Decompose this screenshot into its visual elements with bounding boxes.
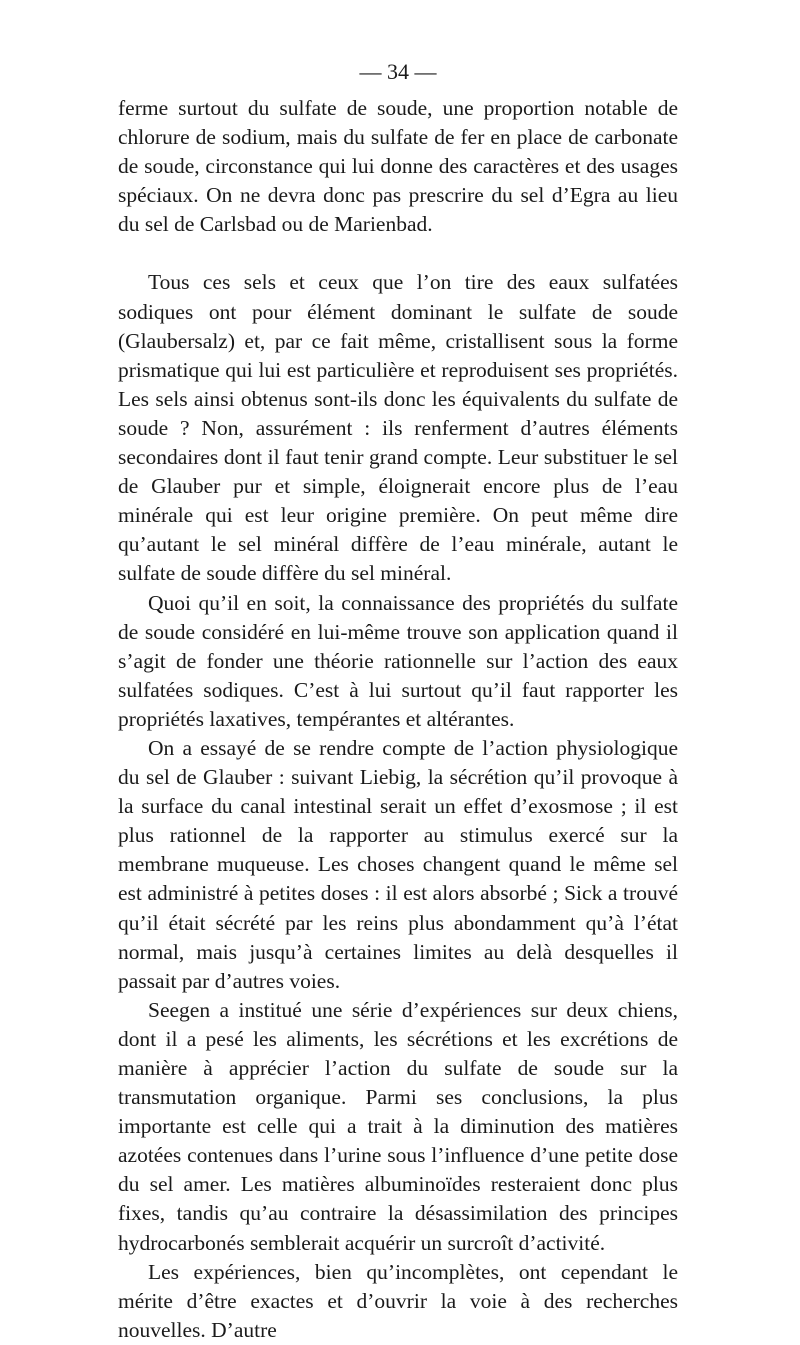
book-page xyxy=(118,58,678,1345)
paragraph-continuation: ferme surtout du sulfate de soude, une proportion notable de chlorure de sodium, mais du sulfate de fer en place de carbonate de soude, circonstance qui lui donne des caractères et des usages spéciaux. On ne devra donc pas prescrire du sel d’Egra au lieu du sel de Carlsbad ou de Marienbad. xyxy=(118,96,678,237)
paragraph-action-physiologique: On a essayé de se rendre compte de l’action physiologique du sel de Glauber : suivant Liebig, la sécrétion qu’il provoque à la surface du canal intestinal serait un effet d’exosmose ; il est plus rationnel de la rapporter au stimulus exercé sur la membrane muqueuse. Les choses changent quand le même sel est administré à petites doses : il est alors absorbé ; Sick a trouvé qu’il était sécrété par les reins plus abondamment qu’à l’état normal, mais jusqu’à certaines limites au delà desquelles il passait par d’autres voies. xyxy=(118,735,678,993)
page-number: — 34 — xyxy=(359,59,437,84)
paragraph-experiences-incompletes: Les expériences, bien qu’incomplètes, ont cependant le mérite d’être exactes et d’ouvrir la voie à des recherches nouvelles. D’autre xyxy=(118,1259,678,1342)
paragraph-seegen-experiences: Seegen a institué une série d’expériences sur deux chiens, dont il a pesé les aliments, les sécrétions et les excrétions de manière à apprécier l’action du sulfate de soude sur la transmutation organique. Parmi ses conclusions, la plus importante est celle qui a trait à la diminution des matières azotées contenues dans l’urine sous l’influence d’une petite dose du sel amer. Les matières albuminoïdes resteraient donc plus fixes, tandis qu’au contraire la désassimilation des principes hydrocarbonés semblerait acquérir un surcroît d’activité. xyxy=(118,997,678,1255)
paragraph-spacer xyxy=(118,239,678,268)
paragraph-sels-sulfates: Tous ces sels et ceux que l’on tire des eaux sulfatées sodiques ont pour élément dominant le sulfate de soude (Glaubersalz) et, par ce fait même, cristallisent sous la forme prismatique qui lui est particulière et reproduisent ses propriétés. Les sels ainsi obtenus sont-ils donc les équivalents du sulfate de soude ? Non, assurément : ils renferment d’autres éléments secondaires dont il faut tenir grand compte. Leur substituer le sel de Glauber pur et simple, éloignerait encore plus de l’eau minérale qui est leur origine première. On peut même dire qu’autant le sel minéral diffère de l’eau minérale, autant le sulfate de soude diffère du sel minéral. xyxy=(118,270,678,586)
paragraph-connaissance-sulfate: Quoi qu’il en soit, la connaissance des propriétés du sulfate de soude considéré en lui-même trouve son application quand il s’agit de fonder une théorie rationnelle sur l’action des eaux sulfatées sodiques. C’est à lui surtout qu’il faut rapporter les propriétés laxatives, tempérantes et altérantes. xyxy=(118,590,678,731)
